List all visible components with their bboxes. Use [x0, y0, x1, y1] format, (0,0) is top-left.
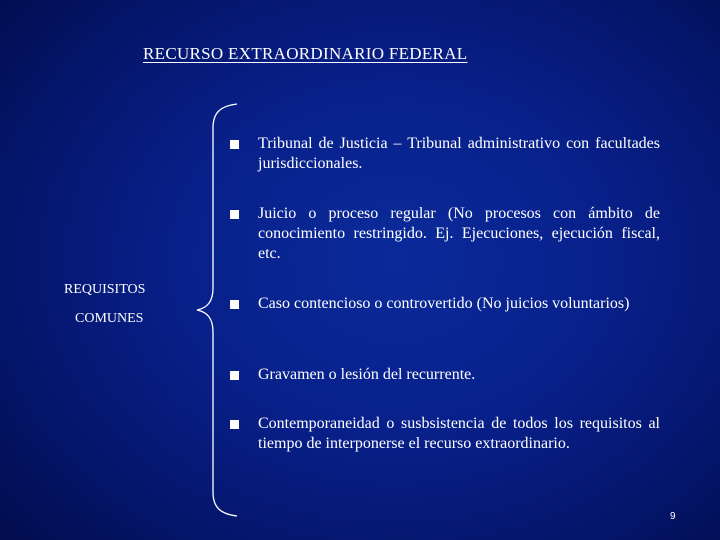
list-item-text: Gravamen o lesión del recurrente. [258, 366, 476, 383]
square-bullet-icon [230, 300, 239, 309]
square-bullet-icon [230, 420, 239, 429]
square-bullet-icon [230, 210, 239, 219]
square-bullet-icon [230, 371, 239, 380]
page-number: 9 [670, 511, 676, 522]
list-item-text: Juicio o proceso regular (No procesos con ámbito de conocimiento restringido. Ej. Ejecuciones, ejecución fiscal, etc. [258, 205, 660, 262]
list-item-text: Caso contencioso o controvertido (No juicios voluntarios) [258, 295, 630, 312]
slide-title: RECURSO EXTRAORDINARIO FEDERAL [143, 44, 468, 63]
list-item-text: Tribunal de Justicia – Tribunal administrativo con facultades jurisdiccionales. [258, 135, 660, 172]
square-bullet-icon [230, 140, 239, 149]
requirements-label-line1: REQUISITOS [64, 282, 146, 297]
requirements-label-line2: COMUNES [75, 311, 144, 326]
list-item-text: Contemporaneidad o susbsistencia de todos los requisitos al tiempo de interponerse el recurso extraordinario. [258, 415, 660, 452]
curly-brace [195, 100, 245, 520]
